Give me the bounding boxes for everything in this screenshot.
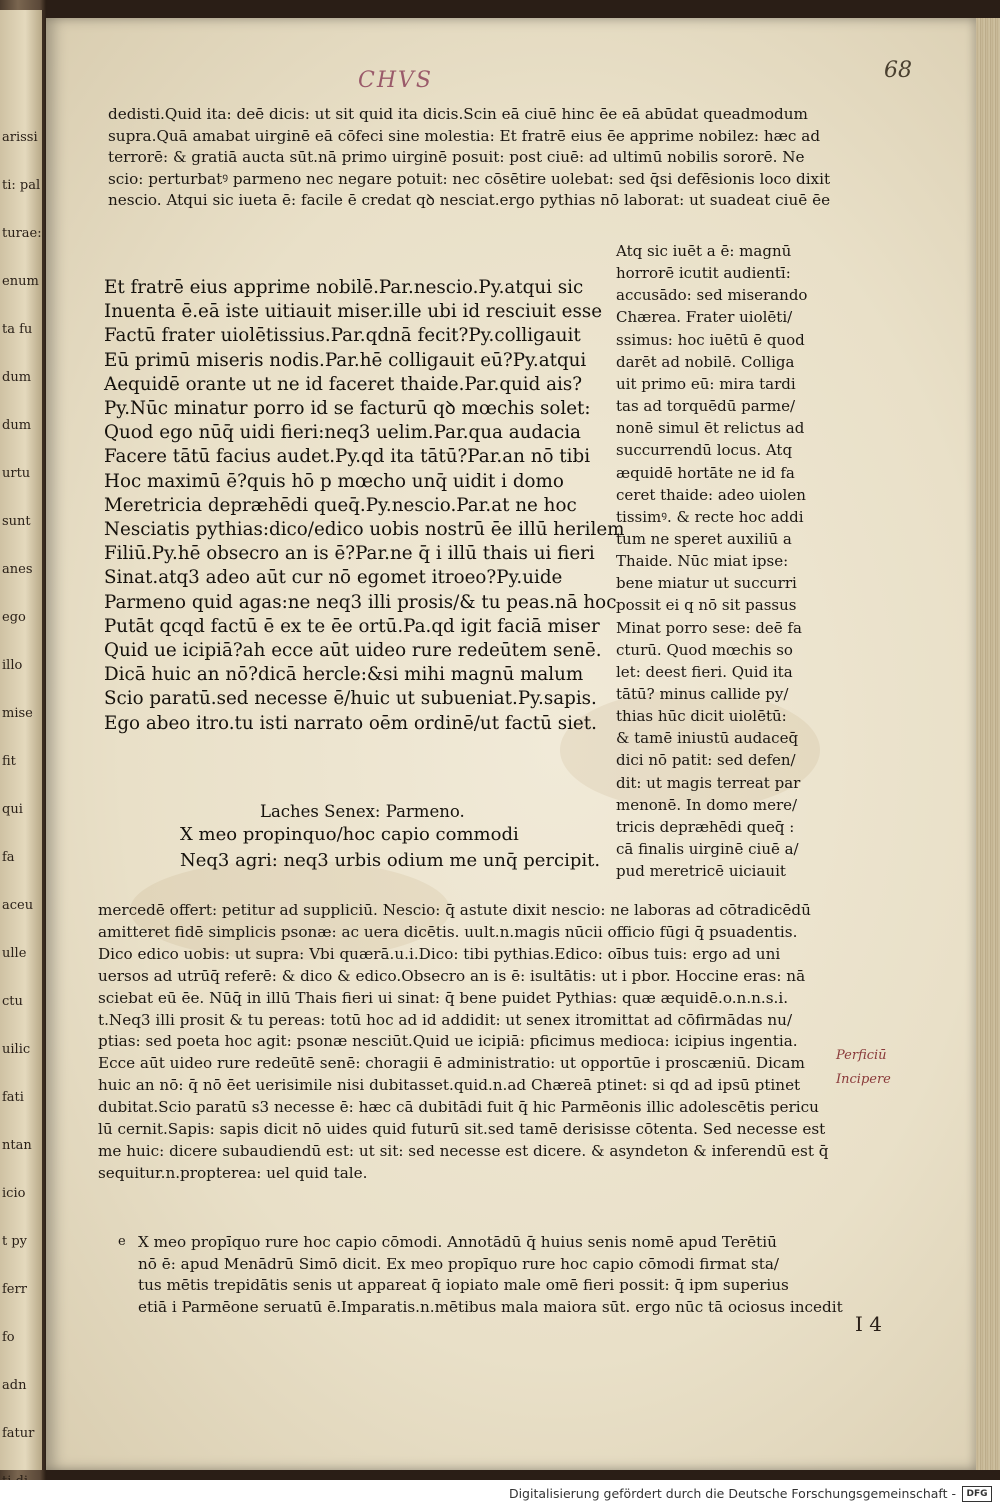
left-page-fragment: turae: [2, 226, 42, 241]
text-line: horrorē icutit audientī: [616, 264, 791, 283]
text-line: nō ē: apud Menādrū Simō dicit. Ex meo propīquo rure hoc capio cōmodi firmat sta/ [138, 1254, 780, 1273]
text-line: Dico edico uobis: ut supra: Vbi quærā.u.i.Dico: tibi pythias.Edico: oībus tuis: ergo ad uni [98, 944, 781, 963]
left-page-fragment: mise [2, 706, 33, 721]
text-line: nonē simul ēt relictus ad [616, 419, 805, 438]
text-line: tissimꝰ. & recte hoc addi [616, 507, 804, 526]
text-line: Filiū.Py.hē obsecro an is ē?Par.ne q̄ i illū thais ui fieri [104, 543, 595, 565]
left-page-fragment: ferr [2, 1282, 27, 1297]
text-line: Neq3 agri: neq3 urbis odium me unq̄ percipit. [180, 850, 601, 871]
text-line: ssimus: hoc iuētū ē quod [616, 330, 805, 349]
left-page-fragment: enum [2, 274, 39, 289]
text-line: t.Neq3 illi prosit & tu pereas: totū hoc ad id addidit: ut senex itromittat ad cōfirmādas nu/ [98, 1010, 793, 1029]
folio-number: 68 [884, 58, 912, 83]
text-line: sciebat eū ēe. Nūq̄ in illū Thais fieri ui sinat: q̄ bene puidet Pythias: quæ æquidē.o.n.n.s.i. [98, 988, 789, 1007]
left-page-fragment: urtu [2, 466, 31, 481]
text-line: supra.Quā amabat uirginē eā cōfeci sine molestia: Et fratrē eius ēe apprime nobilez: hæc ad [108, 126, 821, 145]
text-line: tus mētis trepidātis senis ut appareat q̄ iopiato male omē fieri possit: q̄ ipm superius [138, 1276, 789, 1294]
text-line: ceret thaide: adeo uiolen [616, 485, 806, 504]
margin-note: Perficiū [836, 1048, 887, 1063]
text-line: Dicā huic an nō?dicā hercle:&si mihi magnū malum [104, 664, 584, 686]
left-page-fragment: ego [2, 610, 26, 625]
text-line: X meo propīquo rure hoc capio cōmodi. Annotādū q̄ huius senis nomē apud Terētiū [138, 1233, 777, 1251]
text-line: Putāt qcqd factū ē ex te ēe ortū.Pa.qd igit faciā miser [104, 615, 600, 637]
text-line: mercedē offert: petitur ad suppliciū. Nescio: q̄ astute dixit nescio: ne laboras ad cōtradicēdū [98, 901, 811, 919]
left-page-fragment: anes [2, 562, 33, 577]
scene-heading: Laches Senex: Parmeno. [260, 802, 465, 821]
left-page-edge [0, 10, 44, 1470]
left-page-fragment: fo [2, 1330, 15, 1345]
text-line: dit: ut magis terreat par [616, 773, 801, 792]
text-line: Hoc maximū ē?quis hō p mœcho unq̄ uidit i domo [104, 470, 564, 492]
text-line: dici nō patit: sed defen/ [616, 751, 796, 770]
text-line: uit primo eū: mira tardi [616, 374, 796, 393]
left-page-fragment: uilic [2, 1042, 31, 1057]
text-line: & tamē iniustū audaceq̄ [616, 729, 799, 748]
text-line: Et fratrē eius apprime nobilē.Par.nescio.Py.atqui sic [104, 277, 584, 298]
text-line: tātū? minus callide py/ [616, 685, 789, 703]
left-page-fragment: ntan [2, 1138, 32, 1153]
left-page-fragment: ulle [2, 946, 27, 961]
left-page-fragment: dum [2, 370, 32, 385]
left-page-fragment: aceu [2, 898, 34, 913]
text-line: let: deest fieri. Quid ita [616, 662, 793, 681]
text-line: Minat porro sese: deē fa [616, 618, 802, 637]
text-line: nescio. Atqui sic iueta ē: facile ē credat qꝺ nesciat.ergo pythias nō laborat: ut suadeat ciuē ēe [108, 191, 831, 209]
text-line: amitteret fidē simplicis psonæ: ac uera dicētis. uult.n.magis nūcii officio fūgi q̄ psuadentis. [98, 922, 798, 941]
page-fore-edge [976, 18, 1000, 1470]
text-line: Meretricia depræhēdi queq̄.Py.nescio.Par.at ne hoc [104, 494, 577, 516]
page [46, 18, 976, 1470]
margin-note: Incipere [836, 1072, 891, 1087]
text-line: Aequidē orante ut ne id faceret thaide.Par.quid ais? [104, 373, 583, 395]
text-line: Quid ue icipiā?ah ecce aūt uideo rure redeūtem senē. [104, 640, 602, 661]
text-line: Thaide. Nūc miat ipse: [616, 552, 789, 571]
text-line: possit ei q nō sit passus [616, 596, 797, 615]
text-line: darēt ad nobilē. Colliga [616, 352, 795, 371]
left-page-fragment: ctu [2, 994, 23, 1009]
text-line: dedisti.Quid ita: deē dicis: ut sit quid ita dicis.Scin eā ciuē hinc ēe eā abūdat queadmodum [108, 105, 808, 123]
text-line: bene miatur ut succurri [616, 574, 797, 593]
text-line: Eū primū miseris nodis.Par.hē colligauit eū?Py.atqui [104, 349, 587, 371]
left-page-fragment: sunt [2, 514, 31, 529]
signature-mark: I 4 [855, 1312, 882, 1336]
text-line: thias hūc dicit uiolētū: [616, 707, 787, 726]
text-line: scio: perturbatꝰ parmeno nec negare potuit: nec cōsētire uolebat: sed q̄si defēsionis loco dixit [108, 169, 831, 188]
left-page-fragment: illo [2, 658, 23, 673]
text-line: menonē. In domo mere/ [616, 795, 798, 814]
text-line: Chærea. Frater uiolēti/ [616, 308, 793, 327]
text-line: Sinat.atq3 adeo aūt cur nō egomet itroeo?Py.uide [104, 567, 563, 589]
text-line: Parmeno quid agas:ne neq3 illi prosis/& tu peas.nā hoc [104, 591, 617, 613]
left-page-fragment: fit [2, 754, 16, 769]
text-line: succurrendū locus. Atq [616, 441, 793, 460]
text-line: Inuenta ē.eā iste uitiauit miser.ille ubi id resciuit esse [104, 301, 603, 323]
text-line: etiā i Parmēone seruatū ē.Imparatis.n.mētibus mala maiora sūt. ergo nūc tā ociosus incedit [138, 1297, 843, 1316]
left-page-fragment: ti: pal [2, 178, 41, 193]
left-page-fragment: arissi [2, 130, 38, 145]
text-line: Ecce aūt uideo rure redeūtē senē: choragii ē administratio: ut opportūe i proscæniū. Dicam [98, 1054, 805, 1073]
text-line: sequitur.n.propterea: uel quid tale. [98, 1163, 368, 1182]
text-line: ptias: sed poeta hoc agit: psonæ nesciūt.Quid ue icipiā: pficimus medioca: icipius ingentia. [98, 1032, 798, 1051]
text-line: dubitat.Scio paratū s3 necesse ē: hæc cā dubitādi fuit q̄ hic Parmēonis illic adolescētis pericu [98, 1098, 819, 1117]
footer-bar [0, 1480, 1000, 1507]
text-line: uersos ad utrūq̄ referē: & dico & edico.Obsecro an is ē: isultātis: ut i pbor. Hoccine eras: nā [98, 966, 806, 985]
text-line: huic an nō: q̄ nō ēet uerisimile nisi dubitasset.quid.n.ad Chæreā ptinet: si qd ad ipsū ptinet [98, 1076, 801, 1095]
footer-credit: Digitalisierung gefördert durch die Deutsche Forschungsgemeinschaft - [508, 1486, 956, 1501]
text-line: Facere tātū facius audet.Py.qd ita tātū?Par.an nō tibi [104, 446, 591, 468]
text-line: X meo propinquo/hoc capio commodi [180, 824, 519, 845]
text-line: cturū. Quod mœchis so [616, 640, 793, 659]
text-line: tas ad torquēdū parme/ [616, 397, 796, 416]
left-page-fragment: qui [2, 802, 23, 817]
left-page-fragment: fa [2, 850, 15, 865]
text-line: cā finalis uirginē ciuē a/ [616, 840, 799, 859]
text-line: lū cernit.Sapis: sapis dicit nō uides quid futurū sit.sed tamē derisisse cōtenta. Sed necesse est [98, 1120, 826, 1138]
text-line: Atq sic iuēt a ē: magnū [616, 242, 792, 260]
text-line: tricis depræhēdi queq̄ : [616, 817, 795, 836]
left-page-fragment: fati [2, 1090, 24, 1105]
text-line: Factū frater uiolētissius.Par.qdnā fecit?Py.colligauit [104, 325, 581, 347]
text-line: Scio paratū.sed necesse ē/huic ut subueniat.Py.sapis. [104, 688, 597, 710]
text-line: accusādo: sed miserando [616, 286, 808, 305]
text-line: æquidē hortāte ne id fa [616, 463, 795, 482]
left-page-fragment: dum [2, 418, 32, 433]
text-line: Quod ego nūq̄ uidi fieri:neq3 uelim.Par.qua audacia [104, 422, 581, 444]
text-line: Nesciatis pythias:dico/edico uobis nostrū ēe illū herilem [104, 519, 625, 540]
text-line: Py.Nūc minatur porro id se facturū qꝺ mœchis solet: [104, 398, 591, 419]
text-line: pud meretricē uiciauit [616, 862, 786, 881]
dfg-logo: DFG [962, 1486, 992, 1502]
left-page-fragment: adn [2, 1378, 27, 1393]
running-title: CHVS [358, 68, 433, 93]
left-page-fragment: fatur [2, 1426, 35, 1441]
text-line: me huic: dicere subaudiendū est: ut sit: sed necesse est dicere. & asyndeton & inferendū est q̄ [98, 1141, 829, 1160]
left-page-fragment: ta fu [2, 322, 33, 337]
text-line: Ego abeo itro.tu isti narrato oēm ordinē/ut factū siet. [104, 712, 597, 734]
text-line: terrorē: & gratiā aucta sūt.nā primo uirginē posuit: post ciuē: ad ultimū nobilis sororē. Ne [108, 148, 805, 166]
text-line: tum ne speret auxiliū a [616, 529, 792, 548]
left-page-fragment: t py [2, 1234, 28, 1249]
guide-letter: e [118, 1234, 126, 1249]
left-page-fragment: icio [2, 1186, 26, 1201]
